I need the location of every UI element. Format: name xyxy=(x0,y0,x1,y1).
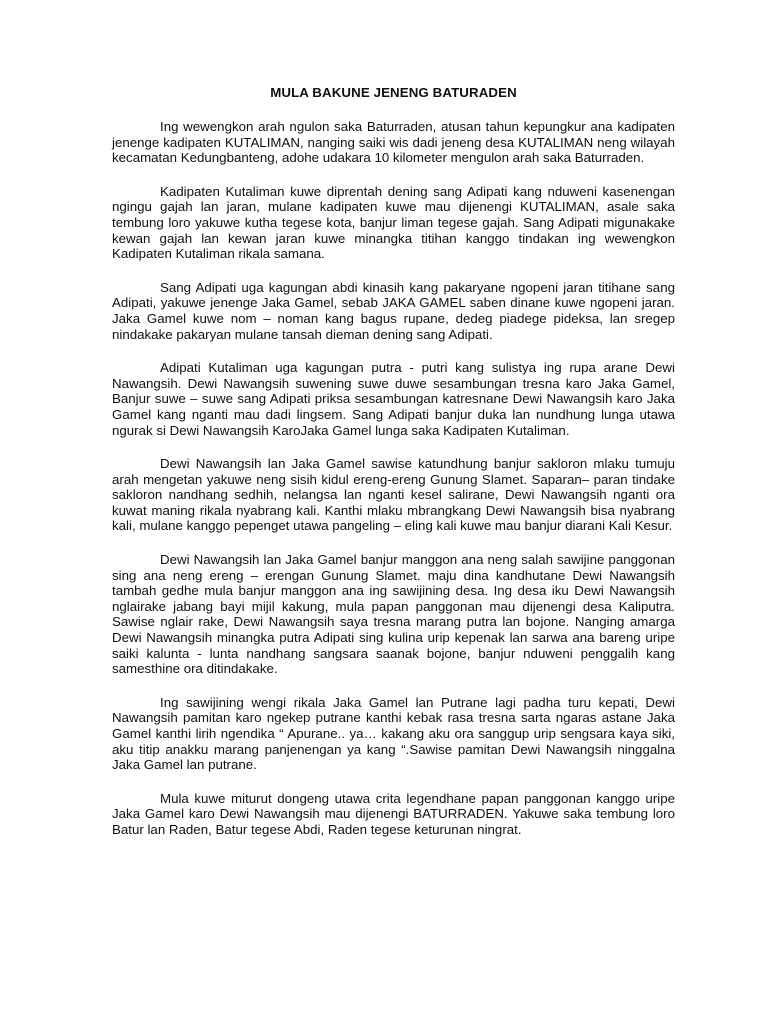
paragraph-3: Sang Adipati uga kagungan abdi kinasih kang pakaryane ngopeni jaran titihane sang Adipati, yakuwe jenenge Jaka Gamel, sebab JAKA GAMEL saben dinane kuwe ngopeni jaran. Jaka Gamel kuwe nom – noman kang bagus rupane, dedeg piadege pideksa, lan sregep nindakake pakaryan mulane tansah dieman dening sang Adipati. xyxy=(112,279,675,342)
document-title: MULA BAKUNE JENENG BATURADEN xyxy=(270,85,517,100)
paragraph-5: Dewi Nawangsih lan Jaka Gamel sawise katundhung banjur sakloron mlaku tumuju arah mengetan yakuwe neng sisih kidul ereng-ereng Gunung Slamet. Saparan– paran tindake sakloron nandhang sedhih, nelangsa lan nganti kesel salirane, Dewi Nawangsih nganti ora kuwat maning rikala nyabrang kali. Kanthi mlaku mbrangkang Dewi Nawangsih bisa nyabrang kali, mulane kanggo pepenget utawa pangeling – eling kali kuwe mau banjur diarani Kali Kesur. xyxy=(112,456,675,534)
paragraph-4: Adipati Kutaliman uga kagungan putra - putri kang sulistya ing rupa arane Dewi Nawangsih. Dewi Nawangsih suwening suwe duwe sesambungan tresna karo Jaka Gamel, Banjur suwe – suwe sang Adipati priksa sesambungan katresnane Dewi Nawangsih karo Jaka Gamel kang nganti mau dadi lingsem. Sang Adipati banjur duka lan nundhung lunga utawa ngurak si Dewi Nawangsih KaroJaka Gamel lunga saka Kadipaten Kutaliman. xyxy=(112,360,675,438)
paragraph-6: Dewi Nawangsih lan Jaka Gamel banjur manggon ana neng salah sawijine panggonan sing ana neng ereng – erengan Gunung Slamet. maju dina kandhutane Dewi Nawangsih tambah gedhe mula banjur manggon ana ing sawijining desa. Ing desa iku Dewi Nawangsih nglairake jabang bayi mijil kakung, mula papan panggonan mau dijenengi desa Kaliputra. Sawise nglair rake, Dewi Nawangsih saya tresna marang putra lan bojone. Nanging amarga Dewi Nawangsih minangka putra Adipati sing kulina urip kepenak lan sarwa ana bareng uripe saiki kalunta - lunta nandhang sangsara saanak bojone, banjur nduweni penggalih kang samesthine ora ditindakake. xyxy=(112,552,675,677)
paragraph-1: Ing wewengkon arah ngulon saka Baturraden, atusan tahun kepungkur ana kadipaten jenenge kadipaten KUTALIMAN, nanging saiki wis dadi jeneng desa KUTALIMAN neng wilayah kecamatan Kedungbanteng, adohe udakara 10 kilometer mengulon arah saka Baturraden. xyxy=(112,119,675,166)
paragraph-7: Ing sawijining wengi rikala Jaka Gamel lan Putrane lagi padha turu kepati, Dewi Nawangsih pamitan karo ngekep putrane kanthi kebak rasa tresna sarta ngaras astane Jaka Gamel kanthi lirih ngendika “ Apurane.. ya… kakang aku ora sanggup urip sengsara kaya siki, aku titip anakku marang panjenengan ya kang “.Sawise pamitan Dewi Nawangsih ninggalna Jaka Gamel lan putrane. xyxy=(112,694,675,773)
paragraph-8: Mula kuwe miturut dongeng utawa crita legendhane papan panggonan kanggo uripe Jaka Gamel karo Dewi Nawangsih mau dijenengi BATURRADEN. Yakuwe saka tembung loro Batur lan Raden, Batur tegese Abdi, Raden tegese keturunan ningrat. xyxy=(112,790,675,837)
document-page xyxy=(112,84,675,856)
paragraph-2: Kadipaten Kutaliman kuwe diprentah dening sang Adipati kang nduweni kasenengan ngingu gajah lan jaran, mulane kadipaten kuwe mau dijenengi KUTALIMAN, asale saka tembung loro yakuwe kutha tegese kota, banjur liman tegese gajah. Sang Adipati migunakake kewan gajah lan kewan jaran kuwe minangka titihan kanggo tindakan ing wewengkon Kadipaten Kutaliman rikala samana. xyxy=(112,183,675,262)
